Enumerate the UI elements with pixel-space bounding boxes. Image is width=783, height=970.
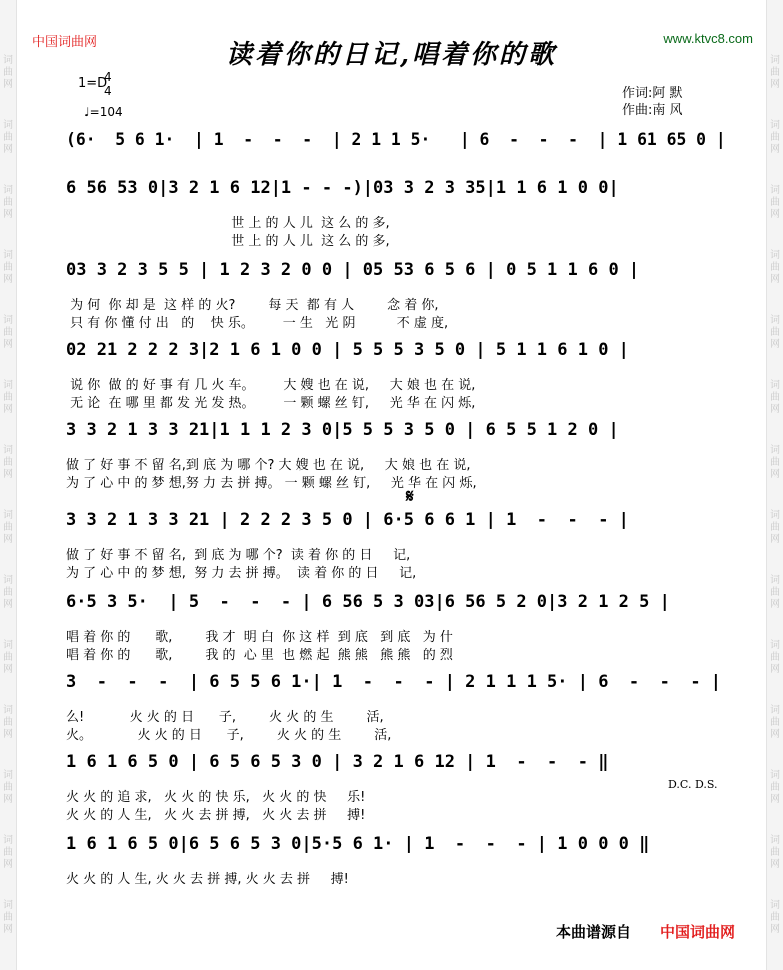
notation-line: 3 - - - | 6 5 5 6 1·| 1 - - - | 2 1 1 1 5· | 6 - - - | xyxy=(66,672,722,692)
lyric-line: 为 了 心 中 的 梦 想,努 力 去 拼 搏。 一 颗 螺 丝 钉, 光 华 在 闪 烁, xyxy=(66,476,477,491)
song-title: 读着你的日记,唱着你的歌 xyxy=(225,40,558,70)
lyric-line: 做 了 好 事 不 留 名, 到 底 为 哪 个? 读 着 你 的 日 记, xyxy=(66,548,411,563)
tempo-marking: ♩=104 xyxy=(84,105,123,119)
notation-line: 3 3 2 1 3 3 21 | 2 2 2 3 5 0 | 6·5 6 6 1 | 1 - - - | xyxy=(66,510,629,530)
watermark-text: 词曲网 xyxy=(770,120,780,155)
lyric-line: 么! 火 火 的 日 子, 火 火 的 生 活, xyxy=(66,710,384,725)
notation-line: 1 6 1 6 5 0|6 5 6 5 3 0|5·5 6 1· | 1 - - - | 1 0 0 0 ‖ xyxy=(66,834,650,854)
score-line xyxy=(66,420,726,491)
watermark-text: 词曲网 xyxy=(770,445,780,480)
lyricist-credit: 作词:阿 默 xyxy=(622,86,683,101)
lyric-line: 火 火 的 人 生, 火 火 去 拼 搏, 火 火 去 拼 搏! xyxy=(66,808,366,823)
key-signature: 1=D xyxy=(78,76,108,91)
watermark-text: 词曲网 xyxy=(3,120,13,155)
lyric-line: 无 论 在 哪 里 都 发 光 发 热。 一 颗 螺 丝 钉, 光 华 在 闪 烁, xyxy=(66,396,476,411)
watermark-text: 词曲网 xyxy=(770,185,780,220)
lyric-line: 世 上 的 人 儿 这 么 的 多, xyxy=(66,234,390,249)
watermark-text: 词曲网 xyxy=(3,705,13,740)
lyric-line: 唱 着 你 的 歌, 我 才 明 白 你 这 样 到 底 到 底 为 什 xyxy=(66,630,453,645)
lyric-line: 火。 火 火 的 日 子, 火 火 的 生 活, xyxy=(66,728,392,743)
score-line xyxy=(66,340,726,411)
notation-line: 1 6 1 6 5 0 | 6 5 6 5 3 0 | 3 2 1 6 12 | 1 - - - ‖ xyxy=(66,752,609,772)
watermark-text: 词曲网 xyxy=(3,185,13,220)
watermark-text: 词曲网 xyxy=(770,770,780,805)
notation-line: 03 3 2 3 5 5 | 1 2 3 2 0 0 | 05 53 6 5 6 | 0 5 1 1 6 0 | xyxy=(66,260,640,280)
lyric-line: 说 你 做 的 好 事 有 几 火 车。 大 嫂 也 在 说, 大 娘 也 在 说, xyxy=(66,378,476,393)
score-line xyxy=(66,834,726,887)
lyric-line: 火 火 的 人 生, 火 火 去 拼 搏, 火 火 去 拼 搏! xyxy=(66,872,349,887)
watermark-text: 词曲网 xyxy=(770,575,780,610)
lyric-line: 火 火 的 追 求, 火 火 的 快 乐, 火 火 的 快 乐! xyxy=(66,790,366,805)
watermark-text: 词曲网 xyxy=(770,835,780,870)
watermark-text: 词曲网 xyxy=(770,250,780,285)
watermark-text: 词曲网 xyxy=(3,315,13,350)
score-line xyxy=(66,510,726,581)
lyric-line: 唱 着 你 的 歌, 我 的 心 里 也 燃 起 熊 熊 熊 熊 的 烈 xyxy=(66,648,453,663)
watermark-text: 词曲网 xyxy=(770,900,780,935)
lyric-line: 只 有 你 懂 付 出 的 快 乐。 一 生 光 阴 不 虚 度, xyxy=(66,316,449,331)
watermark-text: 词曲网 xyxy=(770,55,780,90)
score-line xyxy=(66,178,726,249)
notation-line: 6·5 3 5· | 5 - - - | 6 56 5 3 03|6 56 5 2 0|3 2 1 2 5 | xyxy=(66,592,670,612)
watermark-text: 词曲网 xyxy=(770,315,780,350)
source-label: 本曲谱源自 xyxy=(556,923,632,941)
watermark-text: 词曲网 xyxy=(3,575,13,610)
watermark-text: 词曲网 xyxy=(770,705,780,740)
source-site-link[interactable]: 中国词曲网 xyxy=(660,923,736,941)
watermark-text: 词曲网 xyxy=(3,510,13,545)
watermark-text: 词曲网 xyxy=(770,640,780,675)
score-line xyxy=(66,260,726,331)
watermark-text: 词曲网 xyxy=(3,900,13,935)
time-signature-top: 4 xyxy=(104,70,112,84)
lyric-line: 为 何 你 却 是 这 样 的 火? 每 天 都 有 人 念 着 你, xyxy=(66,298,439,313)
score-line xyxy=(66,672,726,743)
watermark-text: 词曲网 xyxy=(3,55,13,90)
watermark-text: 词曲网 xyxy=(3,445,13,480)
watermark-text: 词曲网 xyxy=(3,380,13,415)
site-url-right[interactable]: www.ktvc8.com xyxy=(663,31,753,46)
time-signature-bottom: 4 xyxy=(104,84,112,98)
watermark-text: 词曲网 xyxy=(770,380,780,415)
dc-ds-mark: D.C. D.S. xyxy=(668,778,718,791)
lyric-line: 做 了 好 事 不 留 名,到 底 为 哪 个? 大 嫂 也 在 说, 大 娘 也 在 说, xyxy=(66,458,471,473)
lyric-line: 世 上 的 人 儿 这 么 的 多, xyxy=(66,216,390,231)
composer-credit: 作曲:南 风 xyxy=(622,103,683,118)
notation-line: 6 56 53 0|3 2 1 6 12|1 - - -)|03 3 2 3 35|1 1 6 1 0 0| xyxy=(66,178,619,198)
lyric-line: 为 了 心 中 的 梦 想, 努 力 去 拼 搏。 读 着 你 的 日 记, xyxy=(66,566,417,581)
time-signature xyxy=(104,70,112,98)
segno-mark: 𝄋 xyxy=(406,486,414,507)
notation-line: 02 21 2 2 2 3|2 1 6 1 0 0 | 5 5 5 3 5 0 | 5 1 1 6 1 0 | xyxy=(66,340,629,360)
notation-line: (6· 5 6 1· | 1 - - - | 2 1 1 5· | 6 - - - | 1 61 65 0 | xyxy=(66,130,726,150)
site-logo-left[interactable]: 中国词曲网 xyxy=(32,35,98,50)
notation-line: 3 3 2 1 3 3 21|1 1 1 2 3 0|5 5 5 3 5 0 | 6 5 5 1 2 0 | xyxy=(66,420,619,440)
watermark-text: 词曲网 xyxy=(3,640,13,675)
watermark-text: 词曲网 xyxy=(3,250,13,285)
score-line xyxy=(66,592,726,663)
watermark-text: 词曲网 xyxy=(3,835,13,870)
score-line xyxy=(66,130,726,158)
watermark-text: 词曲网 xyxy=(770,510,780,545)
watermark-text: 词曲网 xyxy=(3,770,13,805)
